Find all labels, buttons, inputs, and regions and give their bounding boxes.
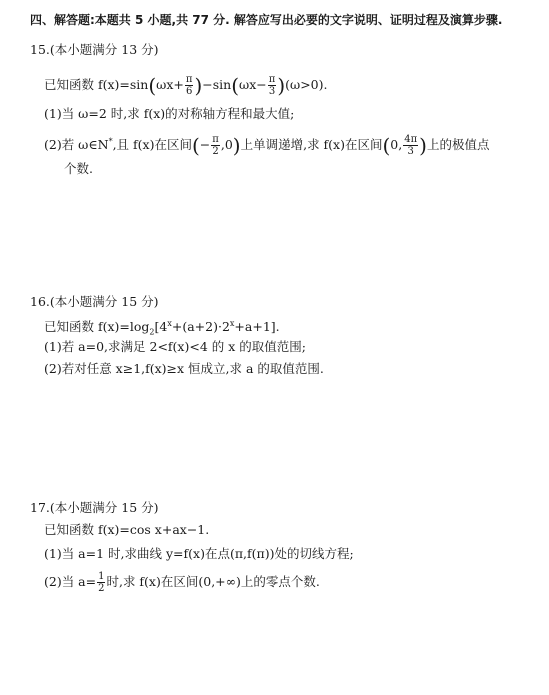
q17-part2 bbox=[44, 567, 320, 597]
q15-part2-text-a: (2)若 ω∈N bbox=[44, 137, 109, 153]
q17-points: (本小题满分 15 分) bbox=[49, 500, 159, 515]
q17-heading bbox=[30, 500, 159, 516]
q17-part2-fraction bbox=[97, 571, 105, 594]
q16-intro-text-c: +(a+2)·2 bbox=[171, 319, 230, 335]
q15-intro-text-e: (ω>0). bbox=[285, 77, 328, 92]
q17-number: 17. bbox=[30, 500, 50, 515]
q15-part2-fraction-1 bbox=[211, 134, 220, 157]
q15-paren-close-1: ) bbox=[194, 73, 203, 98]
q17-intro: 已知函数 f(x)=cos x+ax−1. bbox=[44, 522, 210, 537]
q15-fraction-2 bbox=[268, 74, 277, 97]
q15-paren-close-2: ) bbox=[277, 73, 286, 98]
q15-points: (本小题满分 13 分) bbox=[49, 42, 159, 57]
q17-part1: (1)当 a=1 时,求曲线 y=f(x)在点(π,f(π))处的切线方程; bbox=[44, 546, 354, 561]
q15-part2-text-g: 上的极值点 bbox=[426, 137, 490, 153]
q15-number: 15. bbox=[30, 42, 50, 57]
q15-part2-frac2-num: 4π bbox=[404, 134, 418, 146]
q16-part1: (1)若 a=0,求满足 2<f(x)<4 的 x 的取值范围; bbox=[44, 339, 306, 354]
q16-intro-text-a: 已知函数 f(x)=log bbox=[44, 319, 150, 335]
q15-part2-text-b: ,且 f(x)在区间 bbox=[112, 137, 192, 153]
q15-paren-open-1: ( bbox=[148, 73, 157, 98]
q15-part2-paren-close-2: ) bbox=[419, 133, 427, 158]
q15-frac1-den: 6 bbox=[185, 86, 193, 97]
q15-part2-paren-open-1: ( bbox=[191, 133, 200, 158]
q15-intro-text-d: ωx− bbox=[239, 77, 267, 92]
q16-points: (本小题满分 15 分) bbox=[49, 294, 159, 309]
q15-part2-frac1-num: π bbox=[212, 134, 219, 146]
q16-intro bbox=[44, 316, 280, 341]
q16-part2: (2)若对任意 x≥1,f(x)≥x 恒成立,求 a 的取值范围. bbox=[44, 361, 324, 376]
q15-part2 bbox=[44, 127, 490, 157]
q16-number: 16. bbox=[30, 294, 50, 309]
q16-log-base: 2 bbox=[149, 327, 155, 337]
q15-part2-frac1-den: 2 bbox=[212, 146, 219, 158]
section-header: 四、解答题:本题共 5 小题,共 77 分. 解答应写出必要的文字说明、证明过程及演算步骤. bbox=[30, 13, 503, 27]
q16-intro-text-b: [4 bbox=[154, 319, 168, 335]
q15-part2-minus: − bbox=[199, 137, 211, 153]
q15-paren-open-2: ( bbox=[231, 73, 240, 98]
q17-part2-text-b: 时,求 f(x)在区间(0,+∞)上的零点个数. bbox=[106, 574, 320, 589]
q15-part2-paren-close-1: ) bbox=[232, 133, 241, 158]
q16-intro-text-d: +a+1]. bbox=[234, 319, 280, 335]
q15-intro bbox=[44, 70, 327, 100]
q17-part2-frac-num: 1 bbox=[98, 571, 105, 582]
q15-part2-text-f: 0, bbox=[390, 137, 403, 153]
q15-part2-star: * bbox=[108, 137, 113, 146]
q15-part2-paren-open-2: ( bbox=[382, 133, 391, 158]
q15-intro-text-a: 已知函数 f(x)=sin bbox=[44, 77, 149, 92]
q15-part2-text-e: 上单调递增,求 f(x)在区间 bbox=[240, 137, 383, 153]
q17-part2-frac-den: 2 bbox=[98, 583, 105, 594]
q16-exponent-1: x bbox=[167, 319, 172, 328]
q15-frac2-den: 3 bbox=[268, 86, 276, 97]
q16-heading bbox=[30, 294, 159, 310]
q16-exponent-2: x bbox=[229, 319, 235, 328]
q15-part2-continued: 个数. bbox=[64, 161, 93, 176]
q17-part2-text-a: (2)当 a= bbox=[44, 574, 97, 589]
q15-fraction-1 bbox=[185, 74, 194, 97]
q15-heading bbox=[30, 42, 159, 58]
q15-frac1-num: π bbox=[185, 74, 193, 85]
q15-part1: (1)当 ω=2 时,求 f(x)的对称轴方程和最大值; bbox=[44, 106, 295, 121]
q15-part2-fraction-2 bbox=[403, 134, 418, 157]
q15-intro-text-c: −sin bbox=[202, 77, 232, 92]
q15-part2-frac2-den: 3 bbox=[407, 146, 414, 158]
q15-intro-text-b: ωx+ bbox=[156, 77, 184, 92]
q15-frac2-num: π bbox=[268, 74, 276, 85]
q15-part2-text-d: ,0 bbox=[220, 137, 233, 153]
